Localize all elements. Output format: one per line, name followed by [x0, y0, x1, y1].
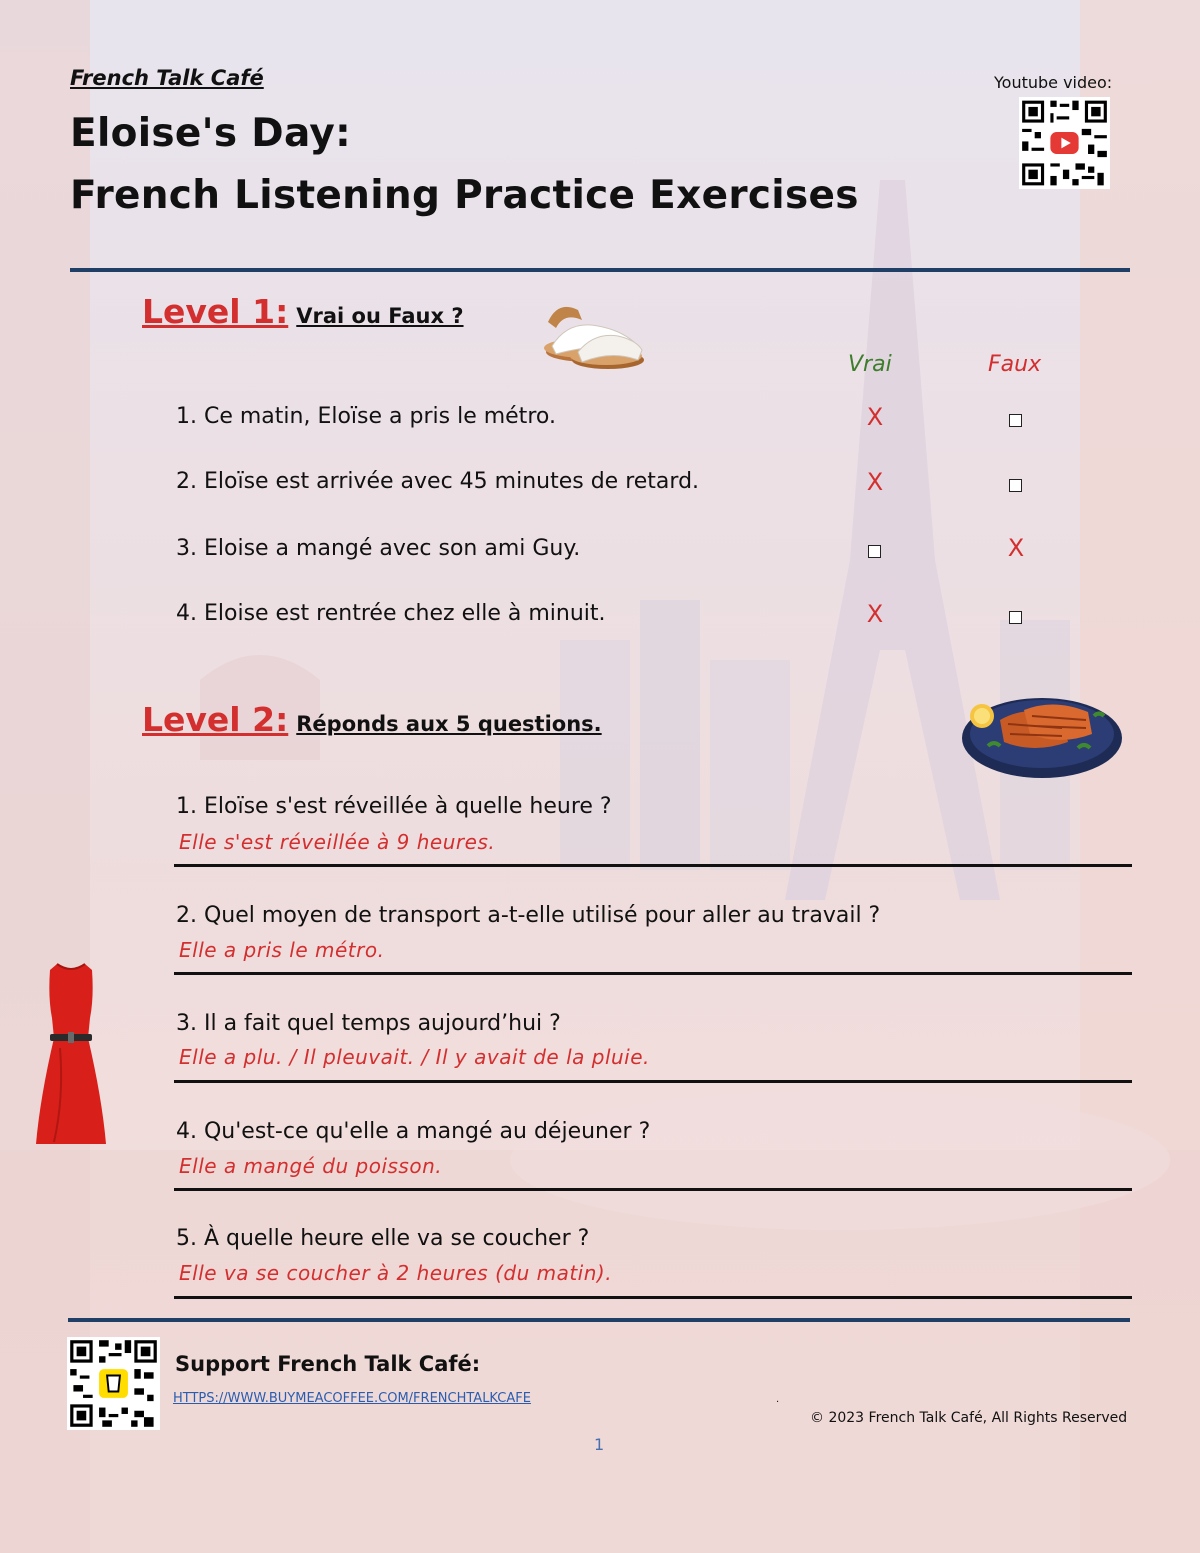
red-dress-illustration: [30, 958, 112, 1156]
question-5: 5. À quelle heure elle va se coucher ?: [176, 1226, 590, 1251]
statement-2: 2. Eloïse est arrivée avec 45 minutes de retard.: [176, 469, 700, 494]
statement-2-faux-checkbox[interactable]: [1009, 479, 1022, 492]
support-link[interactable]: HTTPS://WWW.BUYMEACOFFEE.COM/FRENCHTALKCAFE: [173, 1391, 531, 1406]
level2-subtitle: Réponds aux 5 questions.: [296, 712, 602, 736]
level1-label: Level 1:: [142, 292, 289, 331]
answer-4[interactable]: Elle a mangé du poisson.: [179, 1154, 443, 1178]
support-title: Support French Talk Café:: [175, 1352, 481, 1376]
brand-name: French Talk Café: [70, 66, 264, 90]
title-line-2: French Listening Practice Exercises: [70, 173, 859, 218]
statement-4-faux-checkbox[interactable]: [1009, 611, 1022, 624]
youtube-qr-code-icon[interactable]: [1019, 97, 1110, 189]
sandals-illustration: [538, 290, 650, 374]
answer-2[interactable]: Elle a pris le métro.: [179, 938, 385, 962]
statement-1: 1. Ce matin, Eloïse a pris le métro.: [176, 404, 556, 429]
answer-5-line: [174, 1296, 1132, 1299]
answer-3-line: [174, 1080, 1132, 1083]
statement-4: 4. Eloise est rentrée chez elle à minuit.: [176, 601, 606, 626]
level2-label: Level 2:: [142, 700, 289, 739]
level1-subtitle: Vrai ou Faux ?: [296, 304, 464, 328]
statement-3-faux-mark[interactable]: X: [1007, 534, 1025, 562]
statement-2-vrai-mark[interactable]: X: [866, 468, 884, 496]
answer-2-line: [174, 972, 1132, 975]
youtube-label: Youtube video:: [994, 73, 1113, 92]
copyright-notice: © 2023 French Talk Café, All Rights Reserved: [810, 1410, 1128, 1426]
answer-1[interactable]: Elle s'est réveillée à 9 heures.: [179, 830, 496, 854]
statement-4-vrai-mark[interactable]: X: [866, 600, 884, 628]
statement-3-vrai-checkbox[interactable]: [868, 545, 881, 558]
footer-dot: .: [776, 1394, 780, 1405]
page-title: [70, 103, 859, 227]
header-divider: [70, 268, 1130, 272]
coffee-qr-code-icon[interactable]: [67, 1337, 160, 1430]
fish-plate-illustration: [958, 676, 1126, 786]
page-number: 1: [594, 1435, 605, 1454]
question-1: 1. Eloïse s'est réveillée à quelle heure ?: [176, 794, 612, 819]
footer-divider: [68, 1318, 1130, 1322]
level1-heading: [142, 292, 464, 331]
column-vrai: Vrai: [848, 352, 892, 377]
answer-4-line: [174, 1188, 1132, 1191]
question-2: 2. Quel moyen de transport a-t-elle utilisé pour aller au travail ?: [176, 903, 881, 928]
title-line-1: Eloise's Day:: [70, 111, 351, 156]
statement-3: 3. Eloise a mangé avec son ami Guy.: [176, 536, 581, 561]
statement-1-faux-checkbox[interactable]: [1009, 414, 1022, 427]
statement-1-vrai-mark[interactable]: X: [866, 403, 884, 431]
answer-5[interactable]: Elle va se coucher à 2 heures (du matin).: [179, 1261, 613, 1285]
column-faux: Faux: [988, 352, 1042, 377]
answer-3[interactable]: Elle a plu. / Il pleuvait. / Il y avait de la pluie.: [179, 1045, 650, 1069]
question-4: 4. Qu'est-ce qu'elle a mangé au déjeuner ?: [176, 1119, 651, 1144]
level2-heading: [142, 700, 602, 739]
answer-1-line: [174, 864, 1132, 867]
question-3: 3. Il a fait quel temps aujourd’hui ?: [176, 1011, 561, 1036]
